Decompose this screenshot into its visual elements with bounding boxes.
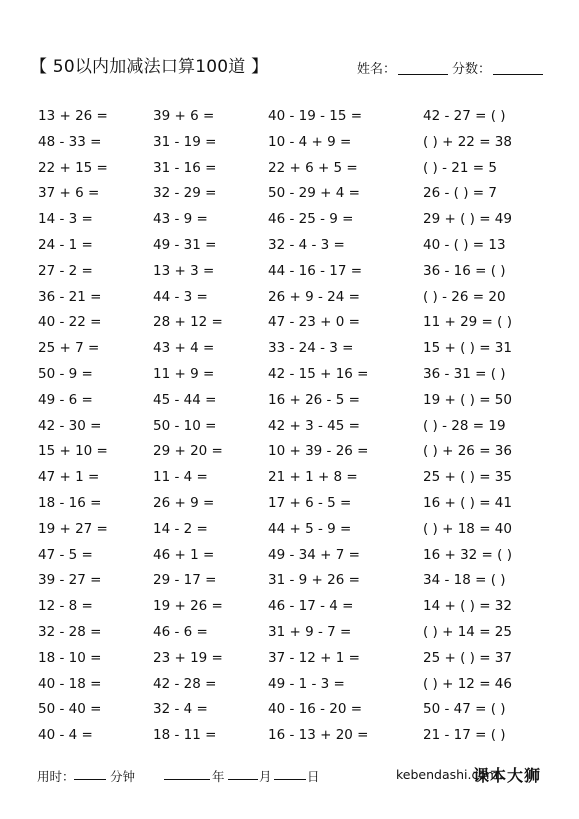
problem-cell: 23 + 19 = (153, 649, 223, 666)
problem-cell: 25 + 7 = (38, 340, 100, 357)
problem-cell: 11 + 9 = (153, 365, 215, 382)
problem-cell: 44 + 5 - 9 = (268, 520, 352, 537)
problem-cell: 19 + ( ) = 50 (423, 391, 512, 408)
problem-cell: 42 - 30 = (38, 417, 102, 434)
problem-cell: 24 - 1 = (38, 236, 93, 253)
problem-cell: 18 - 10 = (38, 649, 102, 666)
problem-cell: 19 + 27 = (38, 520, 108, 537)
problem-cell: 15 + 10 = (38, 443, 108, 460)
problem-cell: 25 + ( ) = 35 (423, 469, 512, 486)
problem-cell: 26 - ( ) = 7 (423, 185, 497, 202)
problem-cell: 50 - 9 = (38, 365, 93, 382)
problem-cell: 42 - 28 = (153, 675, 217, 692)
problem-cell: 32 - 28 = (38, 623, 102, 640)
problem-cell: 34 - 18 = ( ) (423, 572, 506, 589)
problem-cell: 50 - 47 = ( ) (423, 701, 506, 718)
score-label: 分数： (452, 62, 492, 77)
problem-cell: 33 - 24 - 3 = (268, 340, 354, 357)
problem-cell: 49 - 31 = (153, 236, 217, 253)
problem-cell: 10 + 39 - 26 = (268, 443, 369, 460)
name-label: 姓名： (357, 62, 397, 77)
problem-cell: 36 - 31 = ( ) (423, 365, 506, 382)
problem-cell: 14 - 3 = (38, 211, 93, 228)
problem-cell: 14 + ( ) = 32 (423, 598, 512, 615)
problem-cell: 43 - 9 = (153, 211, 208, 228)
month-blank (228, 767, 258, 780)
problem-cell: 40 - 18 = (38, 675, 102, 692)
problem-cell: 49 - 34 + 7 = (268, 546, 360, 563)
problem-cell: 17 + 6 - 5 = (268, 494, 352, 511)
score-blank (493, 61, 543, 75)
problem-cell: 46 - 25 - 9 = (268, 211, 354, 228)
problem-cell: 15 + ( ) = 31 (423, 340, 512, 357)
time-blank (74, 767, 106, 780)
problem-cell: ( ) + 14 = 25 (423, 623, 512, 640)
problem-cell: 27 - 2 = (38, 262, 93, 279)
problem-cell: 31 - 19 = (153, 133, 217, 150)
problem-cell: 22 + 6 + 5 = (268, 159, 358, 176)
problem-cell: 47 - 23 + 0 = (268, 314, 360, 331)
problem-cell: 21 - 17 = ( ) (423, 727, 506, 744)
problem-cell: 36 - 16 = ( ) (423, 262, 506, 279)
problem-cell: 48 - 33 = (38, 133, 102, 150)
site-brand: 课本大狮 (473, 766, 542, 785)
problem-cell: 32 - 4 = (153, 701, 208, 718)
problem-cell: 28 + 12 = (153, 314, 223, 331)
problem-cell: 50 - 10 = (153, 417, 217, 434)
problem-cell: 47 + 1 = (38, 469, 100, 486)
problem-cell: 39 - 27 = (38, 572, 102, 589)
problem-cell: 18 - 16 = (38, 494, 102, 511)
problem-cell: 49 - 6 = (38, 391, 93, 408)
problem-cell: 36 - 21 = (38, 288, 102, 305)
problem-cell: 26 + 9 = (153, 494, 215, 511)
month-label: 月 (259, 769, 272, 784)
problem-cell: 31 + 9 - 7 = (268, 623, 352, 640)
problem-cell: 12 - 8 = (38, 598, 93, 615)
problem-cell: 37 + 6 = (38, 185, 100, 202)
problem-cell: 45 - 44 = (153, 391, 217, 408)
problem-cell: 16 + 26 - 5 = (268, 391, 360, 408)
problem-cell: 13 + 3 = (153, 262, 215, 279)
problem-cell: 40 - 4 = (38, 727, 93, 744)
problem-cell: 32 - 29 = (153, 185, 217, 202)
problem-cell: 16 + 32 = ( ) (423, 546, 512, 563)
problem-cell: 43 + 4 = (153, 340, 215, 357)
problem-cell: 40 - 22 = (38, 314, 102, 331)
day-blank (274, 767, 306, 780)
problem-cell: 31 - 9 + 26 = (268, 572, 360, 589)
problem-cell: 39 + 6 = (153, 108, 215, 124)
problem-cell: 40 - 19 - 15 = (268, 108, 363, 124)
problem-cell: ( ) + 18 = 40 (423, 520, 512, 537)
problem-cell: 37 - 12 + 1 = (268, 649, 360, 666)
problem-cell: 42 - 15 + 16 = (268, 365, 369, 382)
problem-cell: ( ) + 12 = 46 (423, 675, 512, 692)
problem-cell: 29 - 17 = (153, 572, 217, 589)
problem-cell: 29 + ( ) = 49 (423, 211, 512, 228)
problem-cell: 40 - 16 - 20 = (268, 701, 363, 718)
problem-cell: 47 - 5 = (38, 546, 93, 563)
problem-cell: 46 - 6 = (153, 623, 208, 640)
problem-cell: 42 + 3 - 45 = (268, 417, 360, 434)
problem-cell: 10 - 4 + 9 = (268, 133, 352, 150)
problem-cell: 19 + 26 = (153, 598, 223, 615)
problem-cell: 25 + ( ) = 37 (423, 649, 512, 666)
problem-cell: ( ) - 26 = 20 (423, 288, 506, 305)
day-label: 日 (307, 769, 320, 784)
minute-label: 分钟 (110, 769, 136, 784)
problem-cell: 11 + 29 = ( ) (423, 314, 512, 331)
problem-cell: 14 - 2 = (153, 520, 208, 537)
year-blank (164, 767, 210, 780)
worksheet-header (0, 0, 579, 90)
page-title: 【 50以内加减法口算100道 】 (30, 57, 269, 77)
problem-cell: 31 - 16 = (153, 159, 217, 176)
problem-cell: ( ) + 26 = 36 (423, 443, 512, 460)
problem-cell: ( ) - 21 = 5 (423, 159, 497, 176)
worksheet-footer (0, 760, 579, 790)
time-label: 用时： (37, 769, 75, 784)
problem-cell: 44 - 16 - 17 = (268, 262, 363, 279)
name-blank (398, 61, 448, 75)
problem-cell: 13 + 26 = (38, 108, 108, 124)
problem-cell: 50 - 29 + 4 = (268, 185, 360, 202)
problem-cell: 42 - 27 = ( ) (423, 108, 506, 124)
problem-cell: 22 + 15 = (38, 159, 108, 176)
problem-cell: ( ) - 28 = 19 (423, 417, 506, 434)
year-label: 年 (212, 769, 225, 784)
problem-cell: 46 - 17 - 4 = (268, 598, 354, 615)
problem-cell: 44 - 3 = (153, 288, 208, 305)
problem-cell: 50 - 40 = (38, 701, 102, 718)
problem-cell: 46 + 1 = (153, 546, 215, 563)
problem-cell: 32 - 4 - 3 = (268, 236, 345, 253)
problem-grid (38, 106, 543, 751)
problem-cell: ( ) + 22 = 38 (423, 133, 512, 150)
score-field (452, 58, 543, 77)
problem-cell: 21 + 1 + 8 = (268, 469, 358, 486)
problem-cell: 18 - 11 = (153, 727, 217, 744)
site-url: kebendashi.com (396, 767, 499, 782)
name-field (357, 58, 448, 77)
problem-cell: 16 - 13 + 20 = (268, 727, 369, 744)
problem-cell: 26 + 9 - 24 = (268, 288, 360, 305)
problem-cell: 11 - 4 = (153, 469, 208, 486)
problem-cell: 40 - ( ) = 13 (423, 236, 506, 253)
problem-cell: 16 + ( ) = 41 (423, 494, 512, 511)
problem-cell: 49 - 1 - 3 = (268, 675, 345, 692)
problem-cell: 29 + 20 = (153, 443, 223, 460)
